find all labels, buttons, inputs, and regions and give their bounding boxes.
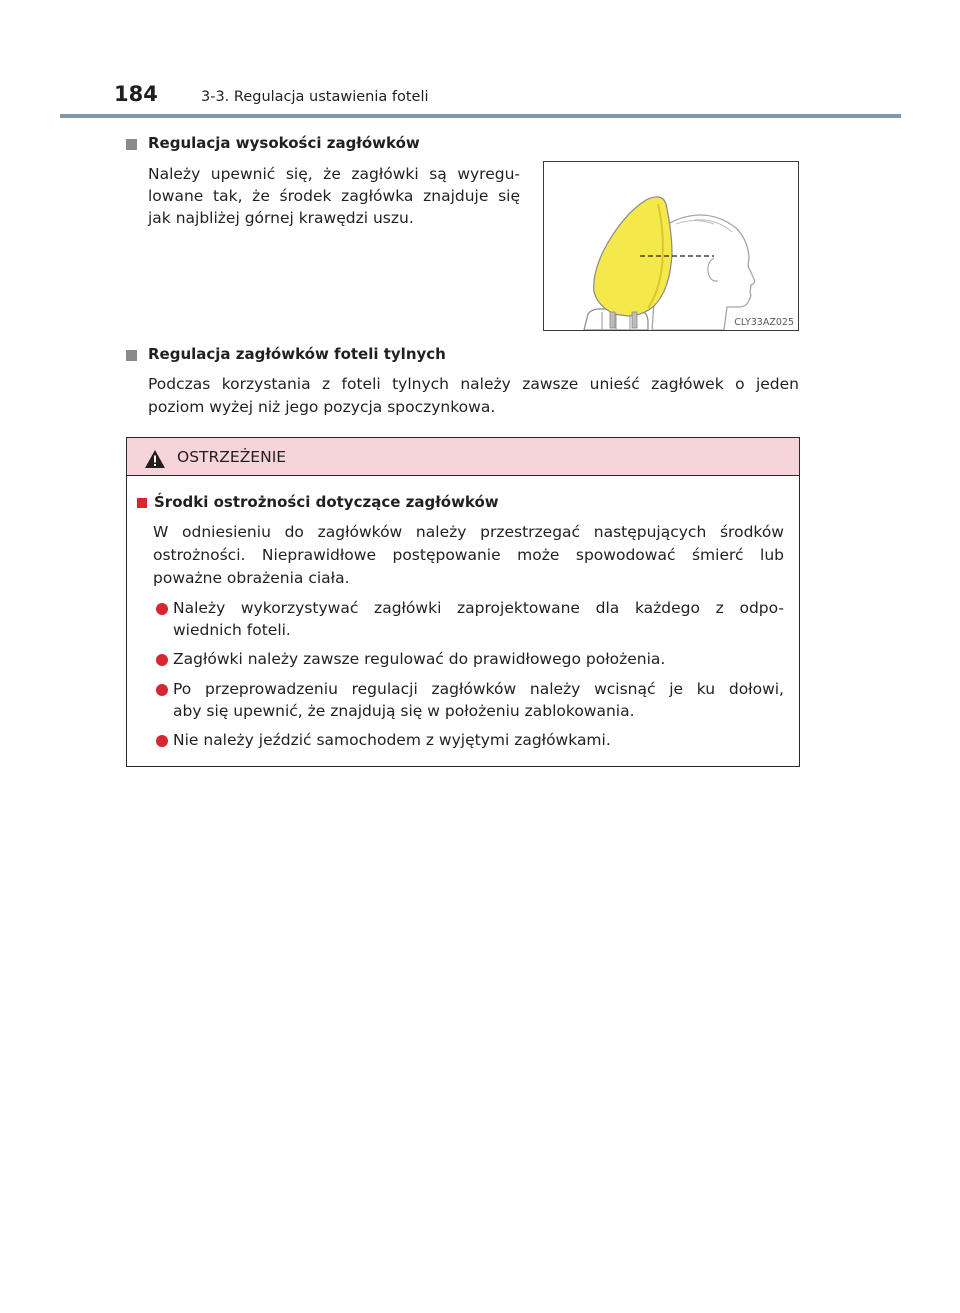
heading-height-adjustment: Regulacja wysokości zagłówków — [148, 134, 420, 152]
headrest-illustration — [543, 161, 799, 331]
header-rule — [60, 114, 901, 118]
headrest-stay-left — [610, 312, 615, 328]
paragraph-height-line-2: lowane tak, że środek zagłówka znajduje się — [148, 187, 520, 205]
headrest-stay-right — [632, 312, 637, 328]
warning-box — [126, 437, 800, 767]
warning-item-1-line-2: wiednich foteli. — [173, 621, 291, 639]
red-dot-bullet-icon — [156, 654, 168, 666]
warning-intro-line-2: ostrożności. Nieprawidłowe postępowanie może spowodować śmierć lub — [153, 546, 784, 564]
headrest-diagram-svg — [544, 162, 798, 330]
warning-intro-line-1: W odniesieniu do zagłówków należy przestrzegać następujących środków — [153, 523, 784, 541]
paragraph-height-line-3: jak najbliżej górnej krawędzi uszu. — [148, 209, 414, 227]
red-dot-bullet-icon — [156, 684, 168, 696]
warning-item-2-line-1: Zagłówki należy zawsze regulować do prawidłowego położenia. — [173, 650, 666, 668]
figure-code: CLY33AZ025 — [734, 317, 794, 328]
warning-item-3-line-1: Po przeprowadzeniu regulacji zagłówków należy wcisnąć je ku dołowi, — [173, 680, 784, 698]
section-title: 3-3. Regulacja ustawienia foteli — [201, 89, 429, 105]
heading-rear-headrests: Regulacja zagłówków foteli tylnych — [148, 345, 446, 363]
paragraph-height-line-1: Należy upewnić się, że zagłówki są wyregu- — [148, 165, 520, 183]
square-bullet-icon — [126, 350, 137, 361]
red-square-bullet-icon — [137, 498, 147, 508]
warning-item-1-line-1: Należy wykorzystywać zagłówki zaprojektowane dla każdego z odpo- — [173, 599, 784, 617]
warning-header — [127, 438, 799, 476]
warning-triangle-icon — [144, 449, 166, 469]
page-number: 184 — [114, 82, 158, 106]
paragraph-rear-line-2: poziom wyżej niż jego pozycja spoczynkowa. — [148, 398, 496, 416]
warning-item-3-line-2: aby się upewnić, że znajdują się w położeniu zablokowania. — [173, 702, 635, 720]
warning-heading: Środki ostrożności dotyczące zagłówków — [154, 493, 499, 511]
warning-title: OSTRZEŻENIE — [177, 448, 287, 466]
warning-intro-line-3: poważne obrażenia ciała. — [153, 569, 350, 587]
square-bullet-icon — [126, 139, 137, 150]
red-dot-bullet-icon — [156, 603, 168, 615]
paragraph-rear-line-1: Podczas korzystania z foteli tylnych należy zawsze unieść zagłówek o jeden — [148, 375, 799, 393]
red-dot-bullet-icon — [156, 735, 168, 747]
warning-item-4-line-1: Nie należy jeździć samochodem z wyjętymi zagłówkami. — [173, 731, 611, 749]
